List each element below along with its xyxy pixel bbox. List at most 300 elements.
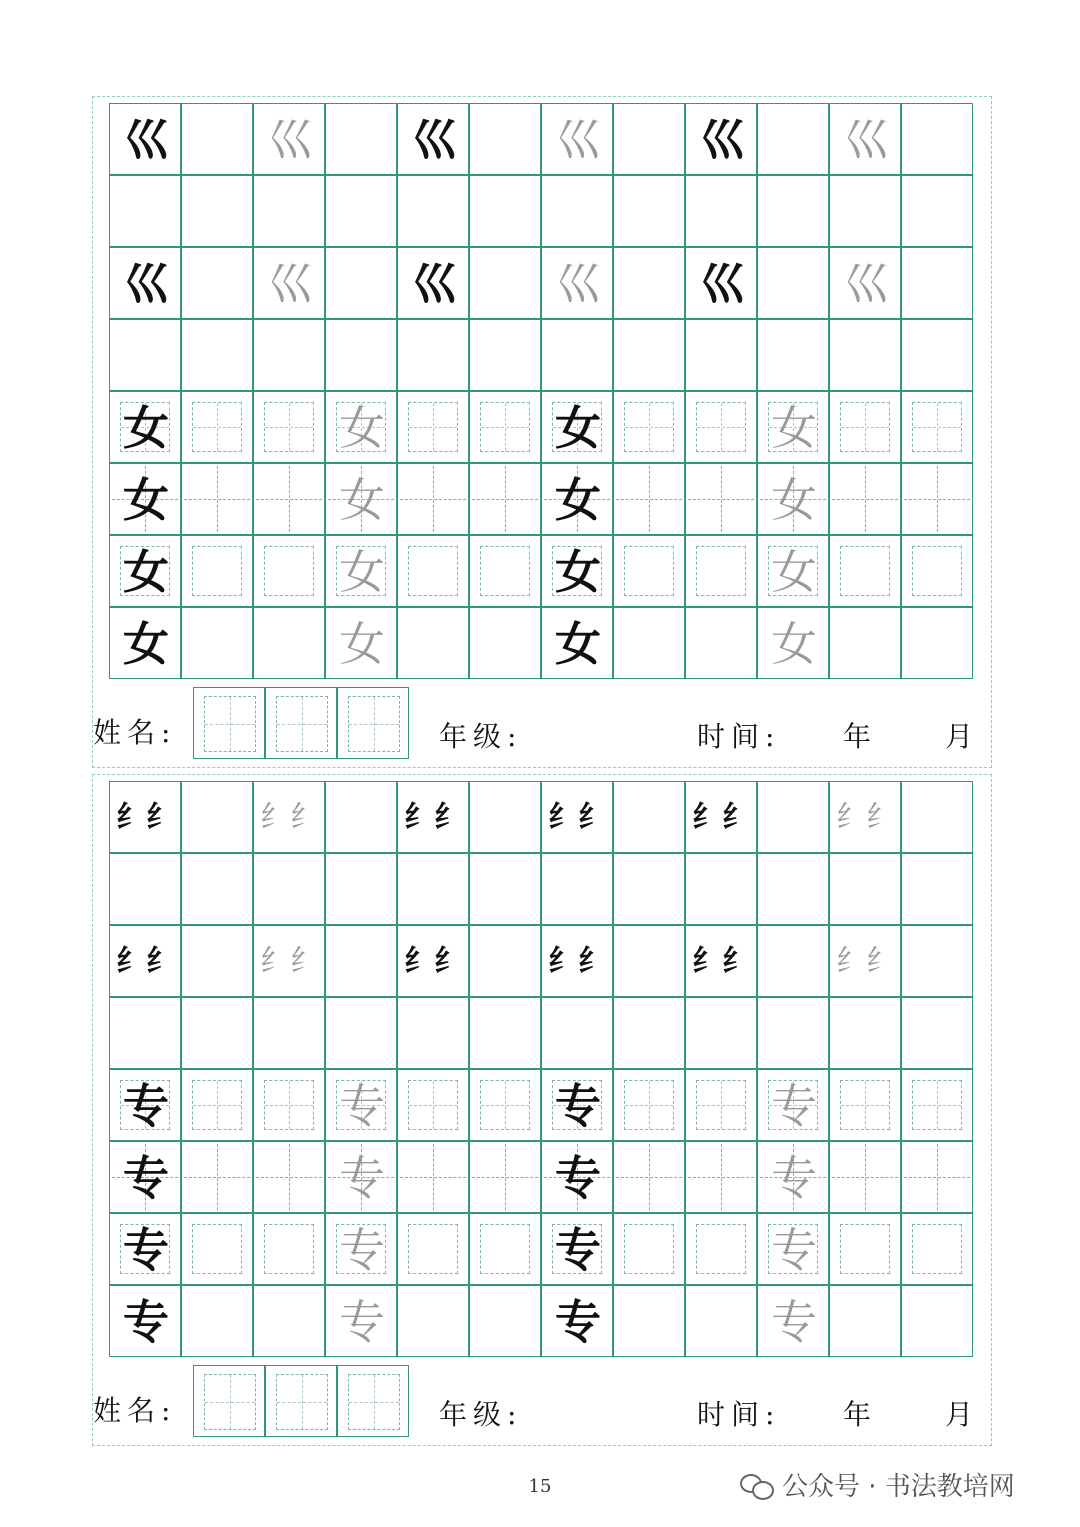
guide-hline <box>256 499 322 500</box>
grid-cell[interactable] <box>469 997 541 1069</box>
grid-cell[interactable] <box>181 535 253 607</box>
grid-cell[interactable] <box>685 1141 757 1213</box>
time-label: 时间: <box>697 1398 781 1431</box>
model-character: 巛 <box>123 257 169 311</box>
model-character: 女 <box>123 545 169 599</box>
grid-cell[interactable] <box>901 463 973 535</box>
grid-cell[interactable] <box>901 997 973 1069</box>
grid-cell[interactable] <box>757 319 829 391</box>
grid-cell[interactable] <box>613 463 685 535</box>
grid-cell[interactable] <box>685 781 757 853</box>
trace-character: 巛 <box>267 113 313 167</box>
practice-sheet-2 <box>92 774 992 1446</box>
grid-cell[interactable] <box>469 391 541 463</box>
grid-cell[interactable] <box>109 247 181 319</box>
grid-cell[interactable] <box>757 1213 829 1285</box>
grid-cell[interactable] <box>757 781 829 853</box>
grid-cell[interactable] <box>397 997 469 1069</box>
model-character: 专 <box>555 1151 601 1205</box>
grid-cell[interactable] <box>541 1069 613 1141</box>
grid-cell[interactable] <box>325 1141 397 1213</box>
grid-cell[interactable] <box>253 607 325 679</box>
grid-cell[interactable] <box>541 1285 613 1357</box>
model-character: 女 <box>555 473 601 527</box>
grid-cell[interactable] <box>325 247 397 319</box>
guide-hline <box>265 1105 313 1106</box>
grid-cell[interactable] <box>757 247 829 319</box>
grid-cell[interactable] <box>541 997 613 1069</box>
name-label: 姓名: <box>93 716 177 749</box>
grid-cell[interactable] <box>685 853 757 925</box>
grid-cell[interactable] <box>469 103 541 175</box>
grid-row <box>109 103 973 175</box>
grid-cell[interactable] <box>829 247 901 319</box>
guide-box <box>912 402 962 452</box>
grid-cell[interactable] <box>829 535 901 607</box>
guide-hline <box>913 1105 961 1106</box>
grid-cell[interactable] <box>109 175 181 247</box>
grid-cell[interactable] <box>109 1069 181 1141</box>
grid-cell[interactable] <box>397 535 469 607</box>
grid-cell[interactable] <box>541 1213 613 1285</box>
grid-cell[interactable] <box>253 103 325 175</box>
grid-cell[interactable] <box>685 1213 757 1285</box>
grid-cell[interactable] <box>685 463 757 535</box>
grid-cell[interactable] <box>685 319 757 391</box>
grid-cell[interactable] <box>829 781 901 853</box>
grid-cell[interactable] <box>469 607 541 679</box>
grid-cell[interactable] <box>469 1069 541 1141</box>
grid-cell[interactable] <box>181 781 253 853</box>
grid-cell[interactable] <box>901 1069 973 1141</box>
grid-cell[interactable] <box>397 463 469 535</box>
grid-cell[interactable] <box>181 391 253 463</box>
grid-row <box>109 535 973 607</box>
grid-cell[interactable] <box>757 1069 829 1141</box>
guide-hline <box>349 724 399 725</box>
grid-cell[interactable] <box>469 535 541 607</box>
grid-cell[interactable] <box>541 247 613 319</box>
grid-cell[interactable] <box>829 175 901 247</box>
grid-cell[interactable] <box>901 853 973 925</box>
guide-box <box>264 1224 314 1274</box>
name-input-cell[interactable] <box>265 1365 337 1437</box>
grid-cell[interactable] <box>181 607 253 679</box>
grid-cell[interactable] <box>685 175 757 247</box>
grid-cell[interactable] <box>253 463 325 535</box>
grid-cell[interactable] <box>613 1141 685 1213</box>
month-label: 月 <box>945 1398 980 1431</box>
guide-box <box>696 402 746 452</box>
grid-cell[interactable] <box>397 319 469 391</box>
grid-cell[interactable] <box>685 1069 757 1141</box>
trace-character: 女 <box>771 401 817 455</box>
grid-cell[interactable] <box>469 463 541 535</box>
grid-cell[interactable] <box>613 535 685 607</box>
grid-cell[interactable] <box>757 391 829 463</box>
grid-cell[interactable] <box>613 1285 685 1357</box>
trace-character: 纟纟 <box>260 944 320 979</box>
grid-cell[interactable] <box>613 1069 685 1141</box>
model-character: 女 <box>123 617 169 671</box>
guide-hline <box>184 499 250 500</box>
grid-cell[interactable] <box>397 781 469 853</box>
trace-character: 女 <box>339 617 385 671</box>
model-character: 纟纟 <box>404 944 464 979</box>
guide-box <box>840 546 890 596</box>
grid-cell[interactable] <box>757 535 829 607</box>
grid-cell[interactable] <box>253 535 325 607</box>
grid-cell[interactable] <box>325 1213 397 1285</box>
practice-sheet-1 <box>92 96 992 768</box>
grid-cell[interactable] <box>253 1069 325 1141</box>
grid-cell[interactable] <box>397 925 469 997</box>
grid-cell[interactable] <box>325 1069 397 1141</box>
grid-cell[interactable] <box>325 319 397 391</box>
grid-cell[interactable] <box>829 607 901 679</box>
model-character: 巛 <box>699 257 745 311</box>
grid-cell[interactable] <box>901 535 973 607</box>
grid-cell[interactable] <box>397 247 469 319</box>
grid-cell[interactable] <box>397 391 469 463</box>
grid-row <box>109 607 973 679</box>
grid-cell[interactable] <box>325 535 397 607</box>
grid-cell[interactable] <box>109 319 181 391</box>
model-character: 巛 <box>123 113 169 167</box>
grid-cell[interactable] <box>469 1285 541 1357</box>
guide-hline <box>697 1105 745 1106</box>
grid-cell[interactable] <box>325 853 397 925</box>
grid-cell[interactable] <box>325 997 397 1069</box>
grid-cell[interactable] <box>397 1069 469 1141</box>
trace-character: 纟纟 <box>836 800 896 835</box>
grid-cell[interactable] <box>181 997 253 1069</box>
name-input-cell[interactable] <box>193 1365 265 1437</box>
guide-hline <box>697 427 745 428</box>
grid-cell[interactable] <box>469 247 541 319</box>
grid-cell[interactable] <box>541 1141 613 1213</box>
grid-cell[interactable] <box>685 1285 757 1357</box>
model-character: 纟纟 <box>116 944 176 979</box>
guide-box <box>192 1224 242 1274</box>
guide-hline <box>841 427 889 428</box>
grid-cell[interactable] <box>397 853 469 925</box>
grid-cell[interactable] <box>109 103 181 175</box>
grid-cell[interactable] <box>901 319 973 391</box>
grid-cell[interactable] <box>181 103 253 175</box>
grid-cell[interactable] <box>541 781 613 853</box>
guide-box <box>912 546 962 596</box>
trace-character: 巛 <box>843 257 889 311</box>
grid-cell[interactable] <box>109 391 181 463</box>
grid-cell[interactable] <box>325 781 397 853</box>
grid-row <box>109 1285 973 1357</box>
character-grid <box>109 781 973 1357</box>
grid-cell[interactable] <box>685 391 757 463</box>
grade-label: 年级: <box>439 720 523 753</box>
grid-cell[interactable] <box>685 247 757 319</box>
grid-cell[interactable] <box>253 319 325 391</box>
grid-cell[interactable] <box>397 607 469 679</box>
trace-character: 专 <box>771 1295 817 1349</box>
grid-cell[interactable] <box>757 607 829 679</box>
grid-cell[interactable] <box>469 853 541 925</box>
grid-cell[interactable] <box>109 1213 181 1285</box>
grid-cell[interactable] <box>469 319 541 391</box>
guide-hline <box>205 1402 255 1403</box>
grid-cell[interactable] <box>901 1285 973 1357</box>
guide-box <box>204 696 256 752</box>
model-character: 纟纟 <box>116 800 176 835</box>
guide-hline <box>625 427 673 428</box>
grid-row <box>109 781 973 853</box>
grid-cell[interactable] <box>613 1213 685 1285</box>
trace-character: 女 <box>339 473 385 527</box>
grid-cell[interactable] <box>253 781 325 853</box>
guide-hline <box>625 1105 673 1106</box>
grid-cell[interactable] <box>757 463 829 535</box>
time-label: 时间: <box>697 720 781 753</box>
grid-cell[interactable] <box>685 925 757 997</box>
grid-cell[interactable] <box>109 463 181 535</box>
grid-cell[interactable] <box>109 607 181 679</box>
grid-row <box>109 853 973 925</box>
grid-cell[interactable] <box>325 175 397 247</box>
grid-cell[interactable] <box>901 1213 973 1285</box>
grid-cell[interactable] <box>109 925 181 997</box>
grid-cell[interactable] <box>541 391 613 463</box>
grid-cell[interactable] <box>901 781 973 853</box>
grid-cell[interactable] <box>325 103 397 175</box>
grid-cell[interactable] <box>325 463 397 535</box>
guide-hline <box>841 1105 889 1106</box>
guide-hline <box>277 1402 327 1403</box>
grid-cell[interactable] <box>181 319 253 391</box>
grid-cell[interactable] <box>541 853 613 925</box>
guide-box <box>840 402 890 452</box>
grid-cell[interactable] <box>757 853 829 925</box>
grid-cell[interactable] <box>253 247 325 319</box>
grid-cell[interactable] <box>109 1141 181 1213</box>
grid-cell[interactable] <box>829 1069 901 1141</box>
grid-cell[interactable] <box>685 535 757 607</box>
grid-cell[interactable] <box>181 247 253 319</box>
grid-cell[interactable] <box>253 1285 325 1357</box>
guide-box <box>480 402 530 452</box>
grid-cell[interactable] <box>757 1285 829 1357</box>
grid-cell[interactable] <box>901 607 973 679</box>
name-input-cell[interactable] <box>193 687 265 759</box>
grid-cell[interactable] <box>325 925 397 997</box>
guide-hline <box>616 499 682 500</box>
guide-box <box>192 402 242 452</box>
name-input-cell[interactable] <box>337 687 409 759</box>
guide-box <box>264 402 314 452</box>
grid-cell[interactable] <box>325 607 397 679</box>
grid-cell[interactable] <box>397 1141 469 1213</box>
grid-cell[interactable] <box>613 607 685 679</box>
trace-character: 女 <box>771 473 817 527</box>
grid-cell[interactable] <box>253 1213 325 1285</box>
trace-character: 专 <box>771 1151 817 1205</box>
grid-cell[interactable] <box>181 175 253 247</box>
grid-cell[interactable] <box>469 781 541 853</box>
grid-cell[interactable] <box>253 853 325 925</box>
grid-cell[interactable] <box>757 175 829 247</box>
model-character: 专 <box>123 1079 169 1133</box>
grid-cell[interactable] <box>181 1285 253 1357</box>
name-input-cell[interactable] <box>337 1365 409 1437</box>
grid-cell[interactable] <box>613 853 685 925</box>
guide-hline <box>832 499 898 500</box>
grid-cell[interactable] <box>469 1141 541 1213</box>
trace-character: 专 <box>771 1079 817 1133</box>
trace-character: 专 <box>771 1223 817 1277</box>
grid-cell[interactable] <box>181 853 253 925</box>
grid-cell[interactable] <box>181 1141 253 1213</box>
grid-cell[interactable] <box>613 997 685 1069</box>
grid-cell[interactable] <box>541 607 613 679</box>
guide-hline <box>193 1105 241 1106</box>
grid-cell[interactable] <box>829 1213 901 1285</box>
trace-character: 女 <box>339 401 385 455</box>
guide-hline <box>193 427 241 428</box>
grid-cell[interactable] <box>613 247 685 319</box>
grid-cell[interactable] <box>541 925 613 997</box>
grid-cell[interactable] <box>829 391 901 463</box>
guide-hline <box>409 1105 457 1106</box>
grid-cell[interactable] <box>253 391 325 463</box>
trace-character: 纟纟 <box>836 944 896 979</box>
grid-cell[interactable] <box>613 925 685 997</box>
grid-cell[interactable] <box>109 997 181 1069</box>
guide-box <box>624 1080 674 1130</box>
grid-cell[interactable] <box>109 853 181 925</box>
grid-cell[interactable] <box>829 853 901 925</box>
guide-hline <box>277 724 327 725</box>
grid-cell[interactable] <box>829 925 901 997</box>
name-input-cell[interactable] <box>265 687 337 759</box>
grid-cell[interactable] <box>397 1285 469 1357</box>
guide-box <box>204 1374 256 1430</box>
guide-hline <box>256 1177 322 1178</box>
grid-cell[interactable] <box>901 103 973 175</box>
guide-hline <box>904 1177 970 1178</box>
grid-cell[interactable] <box>685 103 757 175</box>
grid-cell[interactable] <box>829 463 901 535</box>
wechat-icon <box>740 1472 774 1498</box>
grid-cell[interactable] <box>829 103 901 175</box>
grid-cell[interactable] <box>541 535 613 607</box>
grid-cell[interactable] <box>181 463 253 535</box>
grid-cell[interactable] <box>613 319 685 391</box>
grid-cell[interactable] <box>757 103 829 175</box>
guide-box <box>264 546 314 596</box>
grid-cell[interactable] <box>469 925 541 997</box>
guide-box <box>840 1224 890 1274</box>
grid-cell[interactable] <box>613 103 685 175</box>
grid-cell[interactable] <box>397 1213 469 1285</box>
grid-cell[interactable] <box>901 1141 973 1213</box>
model-character: 女 <box>123 473 169 527</box>
grid-cell[interactable] <box>901 175 973 247</box>
model-character: 女 <box>555 617 601 671</box>
grid-cell[interactable] <box>901 925 973 997</box>
grid-cell[interactable] <box>541 319 613 391</box>
guide-hline <box>616 1177 682 1178</box>
grid-cell[interactable] <box>613 391 685 463</box>
grid-cell[interactable] <box>397 175 469 247</box>
guide-hline <box>688 499 754 500</box>
guide-box <box>276 696 328 752</box>
grid-cell[interactable] <box>253 1141 325 1213</box>
grid-cell[interactable] <box>253 997 325 1069</box>
guide-box <box>276 1374 328 1430</box>
trace-character: 女 <box>339 545 385 599</box>
guide-box <box>912 1224 962 1274</box>
guide-box <box>192 546 242 596</box>
trace-character: 巛 <box>555 257 601 311</box>
grid-cell[interactable] <box>901 391 973 463</box>
grid-cell[interactable] <box>829 1141 901 1213</box>
grid-row <box>109 391 973 463</box>
grid-cell[interactable] <box>829 997 901 1069</box>
model-character: 巛 <box>411 113 457 167</box>
grid-cell[interactable] <box>757 925 829 997</box>
grid-row <box>109 1213 973 1285</box>
trace-character: 专 <box>339 1151 385 1205</box>
guide-hline <box>904 499 970 500</box>
grid-cell[interactable] <box>325 1285 397 1357</box>
model-character: 专 <box>555 1223 601 1277</box>
model-character: 专 <box>555 1295 601 1349</box>
grid-cell[interactable] <box>829 319 901 391</box>
grid-cell[interactable] <box>613 781 685 853</box>
guide-box <box>408 546 458 596</box>
grid-cell[interactable] <box>757 997 829 1069</box>
model-character: 纟纟 <box>692 800 752 835</box>
grid-cell[interactable] <box>685 607 757 679</box>
model-character: 巛 <box>411 257 457 311</box>
grid-cell[interactable] <box>685 997 757 1069</box>
grid-cell[interactable] <box>541 103 613 175</box>
grid-cell[interactable] <box>181 925 253 997</box>
grid-cell[interactable] <box>829 1285 901 1357</box>
grid-cell[interactable] <box>757 1141 829 1213</box>
grid-cell[interactable] <box>613 175 685 247</box>
grid-cell[interactable] <box>181 1213 253 1285</box>
trace-character: 巛 <box>267 257 313 311</box>
grid-cell[interactable] <box>109 535 181 607</box>
grid-cell[interactable] <box>397 103 469 175</box>
grid-cell[interactable] <box>469 175 541 247</box>
grid-cell[interactable] <box>253 175 325 247</box>
grid-cell[interactable] <box>325 391 397 463</box>
grid-cell[interactable] <box>469 1213 541 1285</box>
model-character: 纟纟 <box>548 800 608 835</box>
grid-cell[interactable] <box>541 463 613 535</box>
grid-cell[interactable] <box>181 1069 253 1141</box>
grid-cell[interactable] <box>109 781 181 853</box>
grid-cell[interactable] <box>253 925 325 997</box>
model-character: 专 <box>123 1151 169 1205</box>
grid-cell[interactable] <box>901 247 973 319</box>
grid-cell[interactable] <box>541 175 613 247</box>
grid-cell[interactable] <box>109 1285 181 1357</box>
guide-hline <box>349 1402 399 1403</box>
name-input-boxes <box>193 687 409 759</box>
watermark <box>740 1466 1015 1503</box>
